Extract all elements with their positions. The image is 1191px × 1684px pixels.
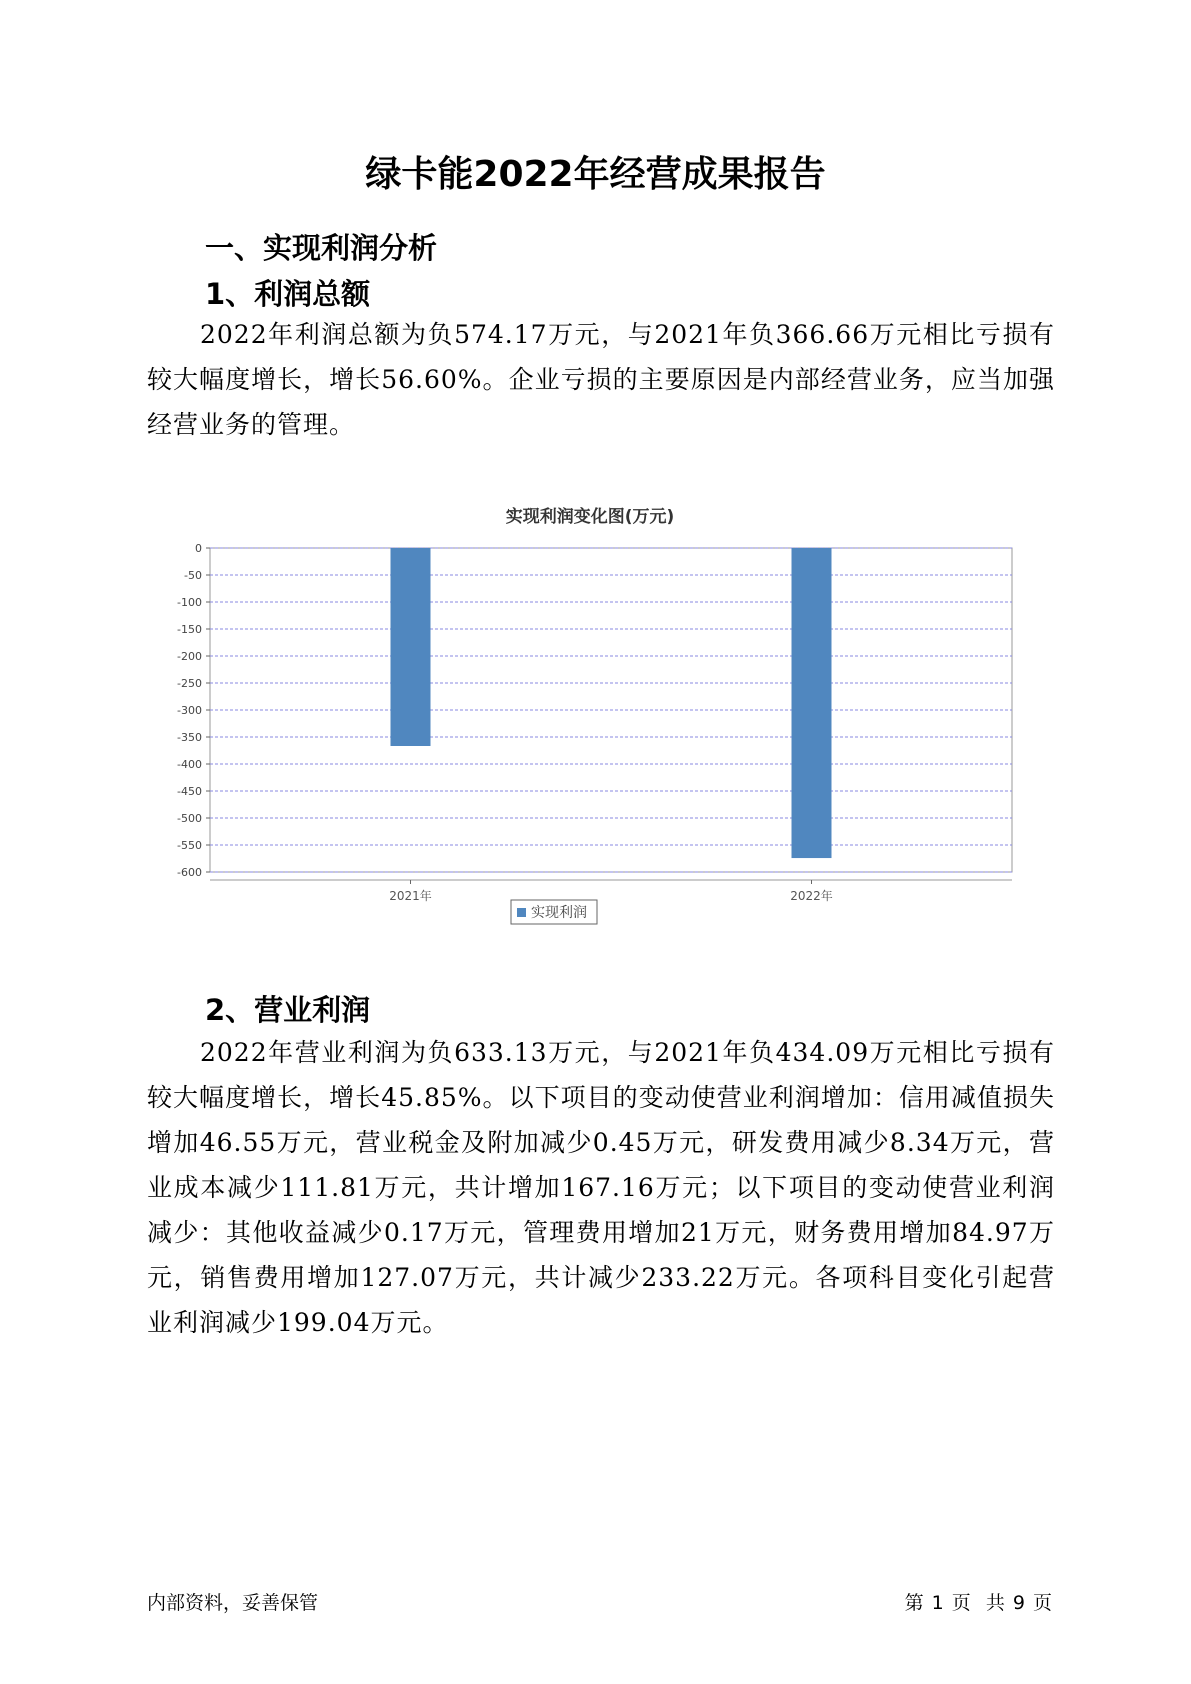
bar-2022年 [792,548,832,858]
y-tick-label: -500 [177,812,202,825]
total-profit-paragraph: 2022年利润总额为负574.17万元，与2021年负366.66万元相比亏损有较大幅度增长，增长56.60%。企业亏损的主要原因是内部经营业务，应当加强经营业务的管理。 [147,320,1055,439]
y-tick-label: -250 [177,677,202,690]
y-tick-label: -450 [177,785,202,798]
bar-2021年 [391,548,431,746]
page-number: 第 1 页 共 9 页 [904,1592,1053,1614]
profit-change-chart [150,496,1030,956]
y-tick-label: -50 [184,569,202,582]
y-tick-label: -200 [177,650,202,663]
y-tick-label: 0 [195,542,202,555]
y-tick-label: -550 [177,839,202,852]
chart-title: 实现利润变化图(万元) [505,507,675,527]
x-tick-label: 2021年 [389,889,432,903]
y-tick-label: -150 [177,623,202,636]
subsection-heading-total-profit: 1、利润总额 [205,277,371,311]
document-title: 绿卡能2022年经营成果报告 [365,154,826,195]
footer-confidential-note: 内部资料，妥善保管 [147,1592,319,1614]
legend-swatch [517,908,526,917]
y-tick-label: -350 [177,731,202,744]
y-tick-label: -600 [177,866,202,879]
y-tick-label: -300 [177,704,202,717]
y-tick-label: -400 [177,758,202,771]
subsection-heading-operating-profit: 2、营业利润 [205,993,371,1027]
y-tick-label: -100 [177,596,202,609]
legend-label: 实现利润 [531,905,587,921]
operating-profit-paragraph: 2022年营业利润为负633.13万元，与2021年负434.09万元相比亏损有较大幅度增长，增长45.85%。以下项目的变动使营业利润增加：信用减值损失增加46.55万元，营业税金及附加减少0.45万元，研发费用减少8.34万元，营业成本减少111.81万元，共计增加167.16万元；以下项目的变动使营业利润减少：其他收益减少0.17万元，管理费用增加21万元，财务费用增加84.97万元，销售费用增加127.07万元，共计减少233.22万元。各项科目变化引起营业利润减少199.04万元。 [147,1038,1055,1337]
x-tick-label: 2022年 [790,889,833,903]
section-heading-profit-analysis: 一、实现利润分析 [205,231,438,265]
profit-chart-svg [150,496,1030,956]
